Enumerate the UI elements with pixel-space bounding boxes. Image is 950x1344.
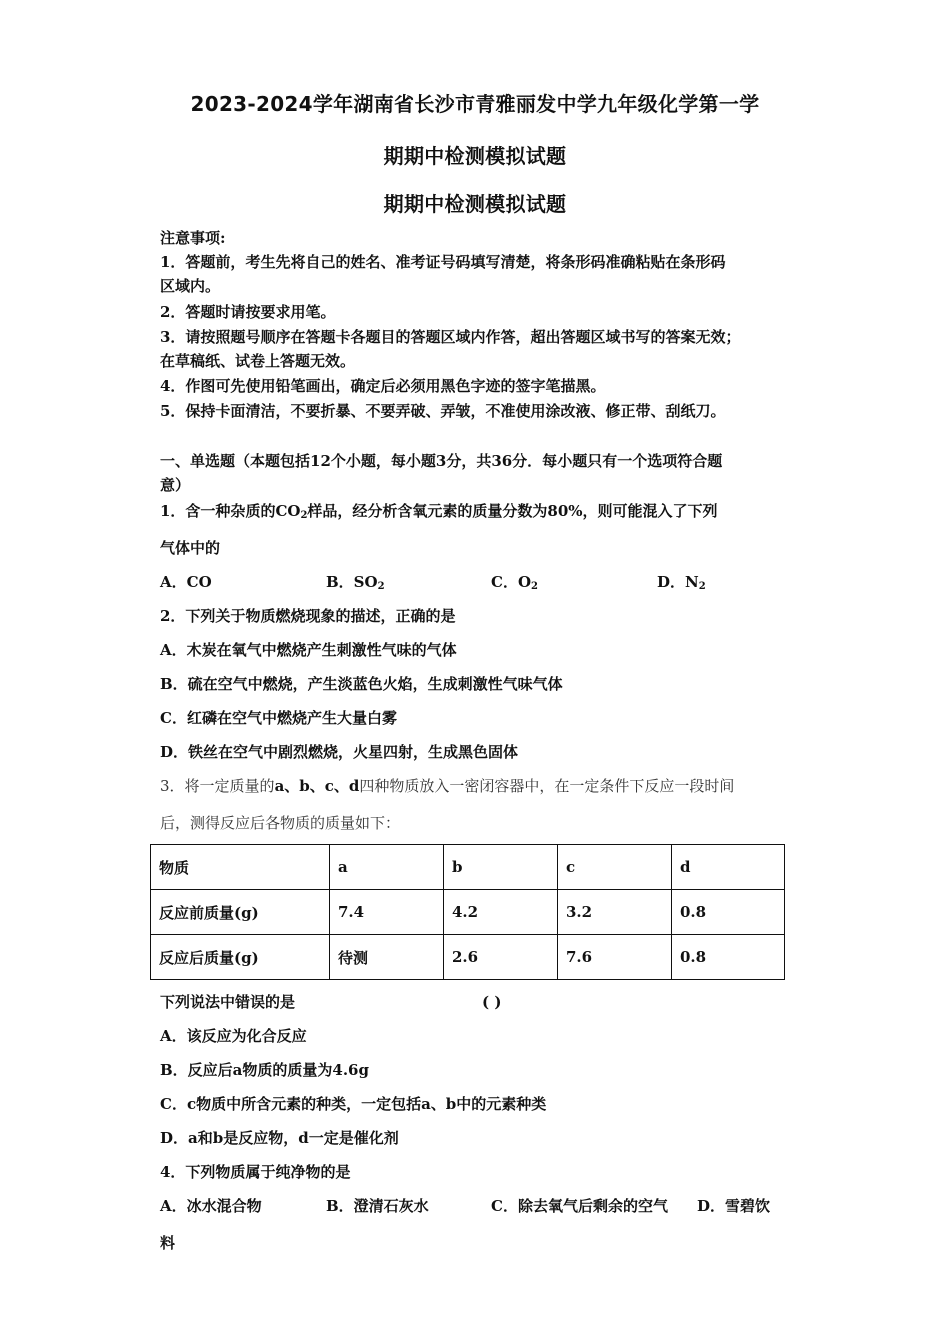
q3-option-b[interactable]: B．反应后a物质的质量为4.6g [160, 1061, 369, 1079]
q1-option-b[interactable]: B．$SO_2$ [326, 573, 385, 592]
q4-option-a[interactable]: A．冰水混合物 [160, 1197, 262, 1215]
q4-option-d[interactable]: D．雪碧饮 [697, 1197, 771, 1215]
table-cell: c [558, 845, 672, 890]
notice-item: 4．作图可先使用铅笔画出，确定后必须用黑色字迹的签字笔描黑。 [160, 377, 606, 395]
table-cell: d [672, 845, 785, 890]
notice-item: 5．保持卡面清洁，不要折暴、不要弄破、弄皱，不准使用涂改液、修正带、刮纸刀。 [160, 402, 726, 420]
exam-title-line-3: 期期中检测模拟试题 [383, 192, 567, 216]
q2-stem: 2．下列关于物质燃烧现象的描述，正确的是 [160, 607, 456, 625]
table-cell: 7.4 [330, 890, 444, 935]
table-header-row [151, 845, 785, 890]
q3-mass-table [150, 844, 785, 980]
q1-option-a[interactable]: A．CO [160, 573, 212, 591]
table-cell: 反应前质量(g) [151, 890, 330, 935]
q2-option-d[interactable]: D．铁丝在空气中剧烈燃烧，火星四射，生成黑色固体 [160, 743, 519, 761]
exam-title-line-1: 2023-2024学年湖南省长沙市青雅丽发中学九年级化学第一学 [190, 92, 760, 116]
q3-stem-cont: 后，测得反应后各物质的质量如下： [160, 814, 401, 832]
section-heading: 一、单选题（本题包括12个小题，每小题3分，共36分．每小题只有一个选项符合题 [160, 452, 723, 470]
table-row [151, 890, 785, 935]
q1-option-c[interactable]: C．$O_2$ [491, 573, 538, 592]
q3-option-c[interactable]: C．c物质中所含元素的种类，一定包括a、b中的元素种类 [160, 1095, 547, 1113]
q2-option-a[interactable]: A．木炭在氧气中燃烧产生刺激性气味的气体 [160, 641, 457, 659]
notice-item: 2．答题时请按要求用笔。 [160, 303, 336, 321]
q2-option-b[interactable]: B．硫在空气中燃烧，产生淡蓝色火焰，生成刺激性气味气体 [160, 675, 563, 693]
table-cell: 0.8 [672, 935, 785, 980]
notice-heading: 注意事项: [160, 229, 226, 247]
table-cell: b [444, 845, 558, 890]
table-cell: 反应后质量(g) [151, 935, 330, 980]
q3-answer-paren: ( ) [482, 993, 502, 1011]
section-heading-cont: 意） [160, 476, 191, 494]
table-cell: 待测 [330, 935, 444, 980]
notice-item: 在草稿纸、试卷上答题无效。 [160, 352, 356, 370]
notice-item: 区域内。 [160, 277, 221, 295]
q3-option-d[interactable]: D．a和b是反应物，d一定是催化剂 [160, 1129, 399, 1147]
q1-stem-cont: 气体中的 [160, 539, 221, 557]
q1-option-d[interactable]: D．$N_2$ [657, 573, 706, 592]
q3-question: 下列说法中错误的是 [160, 993, 296, 1011]
q4-option-c[interactable]: C．除去氧气后剩余的空气 [491, 1197, 668, 1215]
table-cell: 3.2 [558, 890, 672, 935]
table-cell: a [330, 845, 444, 890]
table-cell: 4.2 [444, 890, 558, 935]
q3-option-a[interactable]: A．该反应为化合反应 [160, 1027, 307, 1045]
notice-item: 1．答题前，考生先将自己的姓名、准考证号码填写清楚，将条形码准确粘贴在条形码 [160, 253, 726, 271]
table-row [151, 935, 785, 980]
notice-item: 3．请按照题号顺序在答题卡各题目的答题区域内作答，超出答题区域书写的答案无效； [160, 328, 741, 346]
table-cell: 7.6 [558, 935, 672, 980]
table-cell: 0.8 [672, 890, 785, 935]
q1-stem: 1．含一种杂质的$CO_2$样品，经分析含氧元素的质量分数为80%，则可能混入了下列 [160, 502, 718, 521]
q4-option-b[interactable]: B．澄清石灰水 [326, 1197, 429, 1215]
q4-stem: 4．下列物质属于纯净物的是 [160, 1163, 351, 1181]
q3-stem: 3．将一定质量的a、b、c、d四种物质放入一密闭容器中，在一定条件下反应一段时间 [160, 777, 735, 795]
table-cell: 物质 [151, 845, 330, 890]
q4-option-d-cont: 料 [160, 1234, 176, 1252]
exam-title-line-2: 期期中检测模拟试题 [383, 144, 567, 168]
table-cell: 2.6 [444, 935, 558, 980]
q2-option-c[interactable]: C．红磷在空气中燃烧产生大量白雾 [160, 709, 397, 727]
